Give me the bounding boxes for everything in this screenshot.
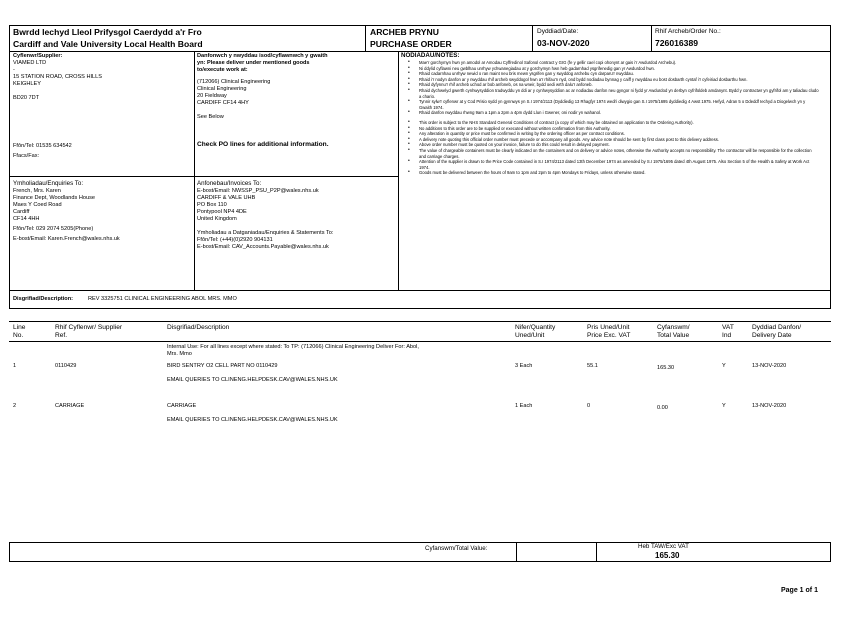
line-total: 165.30: [657, 365, 675, 371]
notes-label: NODIADAU/NOTES:: [401, 52, 460, 59]
unit-price: 55.1: [587, 363, 598, 369]
delivery-date: 13-NOV-2020: [752, 403, 787, 409]
table-header-rule: [9, 341, 831, 342]
order-number: 726016389: [655, 38, 699, 48]
line-number: 2: [13, 403, 17, 409]
col-header-unit-price: Pris Uned/Unit: [587, 324, 630, 331]
col-header-vat-ind: Ind: [722, 332, 732, 339]
date-label: Dyddiad/Date:: [537, 28, 579, 35]
address-line: -: [13, 67, 15, 73]
col-header-supplier-ref: Rhif Cyflenwr/ Supplier: [55, 324, 123, 331]
supplier-label: Cyflenwr/Supplier:: [13, 53, 63, 59]
divider: [9, 176, 398, 177]
enquiries-label: Ymholiadau/Enquiries To:: [13, 180, 84, 187]
invoice-line: Pontypool NP4 4DE: [197, 209, 247, 215]
item-email: EMAIL QUERIES TO CLINENG.HELPDESK.CAV@WALES.NHS.UK: [167, 417, 338, 423]
note-item: • This order is subject to the NHS Standard General Conditions of contract (a copy of which may be obtained on application to the Ordering Authority).: [401, 120, 819, 126]
internal-use-note-cont: Mrs. Mmo: [167, 351, 192, 357]
enquiry-line: Maes Y Coed Road: [13, 202, 62, 208]
delivery-heading-line: to/execute work at:: [197, 67, 248, 73]
delivery-check-text: Check PO lines for additional information.: [197, 141, 329, 148]
enquiry-line: CF14 4HH: [13, 216, 40, 222]
enquiry-line: Cardiff: [13, 209, 30, 215]
note-item: • The value of chargeable containers must be clearly indicated on the containers and on delivery or advice notes, otherwise the Authority accepts no responsibility. The contractor will be responsible for the collection and carriage charges.: [401, 148, 819, 159]
note-item: • Rhaid dychwelyd gwerth cynhwysyddion tradwyddu yn ddi ar y cynhwysyddion ac ar nodiadau danfon neu gyngor ni fydd yr Awdurdod yn derbyn cyfrifoldeb amdanynt. Bydd y contractwr yn gyfrifol am y taliadau cludo a chario.: [401, 88, 819, 99]
description-label: Disgrifiad/Description:: [13, 296, 73, 302]
delivery-date: 13-NOV-2020: [752, 363, 787, 369]
col-header-delivery-date-sub: Delivery Date: [752, 332, 792, 339]
table-header: [0, 324, 842, 340]
col-header-description: Disgrifiad/Description: [167, 324, 230, 331]
address-line: 20 Fieldway: [197, 93, 227, 99]
order-date: 03-NOV-2020: [537, 38, 590, 48]
note-item: • Mae'r gorchymyn hwn yn amodol ar Amodau Cyffredinol Safonol contract y GIG (fe y gellir cael copi ohonynt ar gais i'r Awdurdod Archebu).: [401, 60, 819, 66]
col-header-line: Line: [13, 324, 26, 331]
order-number-label: Rhif Archeb/Order No.:: [655, 28, 721, 35]
line-number: 1: [13, 363, 17, 369]
note-item: • Rhaid dyfynnu'r rhif archeb uchod ar bob anfoneb, os na wneir, bydd oedi wrth dalu'r anfoneb.: [401, 82, 819, 88]
table-top-rule: [9, 321, 831, 322]
col-header-vat: VAT: [722, 324, 734, 331]
col-header-price-exc-vat: Price Exc. VAT: [587, 332, 631, 339]
delivery-heading-line: yn: Please deliver under mentioned goods: [197, 60, 310, 66]
col-header-total: Cyfanswm/: [657, 324, 690, 331]
internal-use-note: Internal Use: For all lines except where stated: To TP: (712066) Clinical Engineering Deliver For: Abol,: [167, 344, 419, 350]
item-description: CARRIAGE: [167, 403, 197, 409]
org-name-english: Cardiff and Vale University Local Health Board: [13, 39, 203, 49]
notes-list: [401, 60, 819, 176]
vat-indicator: Y: [722, 363, 726, 369]
enquiry-line: Finance Dept, Woodlands House: [13, 195, 95, 201]
enquiries-details: [13, 188, 120, 243]
col-header-supplier-ref-sub: Ref.: [55, 332, 68, 339]
delivery-heading-line: Danfonwch y nwyddau isod/cyflawnwch y gwaith: [197, 53, 328, 59]
invoice-line: United Kingdom: [197, 216, 237, 222]
unit-price: 0: [587, 403, 591, 409]
divider: [398, 51, 399, 290]
col-header-line-sub: No.: [13, 332, 24, 339]
page-number: Page 1 of 1: [781, 587, 818, 594]
divider: [651, 25, 652, 51]
address-line: [197, 107, 270, 114]
address-line: 15 STATION ROAD, CROSS HILLS: [13, 74, 103, 80]
address-line: CARDIFF CF14 4HY: [197, 100, 249, 106]
divider: [194, 51, 195, 290]
note-item: • Ni ddylid cyflawni neu gwblhau unrhyw ychwanegiadau at y gorchymyn hwn heb gadarnhad ysgrifenedig gan yr Awdurdod hwn.: [401, 66, 819, 72]
invoices-details: [197, 188, 333, 251]
vat-indicator: Y: [722, 403, 726, 409]
invoice-line: Ymholiadau a Datganiadau/Enquiries & Statements To:: [197, 230, 334, 236]
delivery-heading: [197, 53, 328, 74]
col-header-total-value: Total Value: [657, 332, 690, 339]
grand-total: 165.30: [655, 551, 680, 560]
enquiry-line: Ffôn/Tel: 029 2074 5205(Phone): [13, 226, 94, 232]
supplier-ref: 0110429: [55, 363, 77, 369]
invoices-label: Anfonebau/Invoices To:: [197, 180, 262, 187]
quantity: 1 Each: [515, 403, 533, 409]
total-vat-label: Heb TAW/Exc VAT: [638, 543, 689, 550]
invoice-line: PO Box 110: [197, 202, 227, 208]
note-item: • Tynnir sylw'r cyflenwr at y Cod Prisio sydd yn gynnwys yn S.I 1974/2113 (Dyddiedig 13 Rhagfyr 1974 wedi'i diwygio gan S.I 1975/1695 dyddiedig 4 Awst 1975. Hefyd, Adran 5 o Ddeddf Iechyd a Diogelwch yn y Gwaith 1974.: [401, 99, 819, 110]
supplier-phone: Ffôn/Tel: 01535 634542: [13, 143, 72, 149]
divider: [365, 25, 366, 51]
doc-title-english: PURCHASE ORDER: [370, 39, 452, 49]
item-description: BIRD SENTRY O2 CELL PART NO 0110429: [167, 363, 278, 369]
col-header-delivery-date: Dyddiad Danfon/: [752, 324, 802, 331]
invoice-line: Ffôn/Tel: (+44)(0)2920 904131: [197, 237, 273, 243]
divider: [596, 542, 597, 562]
note-item: • Rhaid danfon nwyddau rhwng 9am a 1pm a 2pm a 4pm dydd Llun i Gwener, oni nodir yn wahanol.: [401, 110, 819, 116]
note-item: • Any alteration in quantity or price must be confirmed in writing by the ordering officer as per contract conditions.: [401, 131, 819, 137]
supplier-fax: Ffacs/Fax:: [13, 153, 40, 159]
invoice-line: CARDIFF & VALE UHB: [197, 195, 256, 201]
divider: [516, 542, 517, 562]
divider: [532, 25, 533, 51]
enquiry-email: E-bost/Email: Karen.French@wales.nhs.uk: [13, 236, 120, 242]
note-item: • Rhaid cadarnhau unrhyw newid o ran maint neu bris mewn ysgrifen gan y swyddog archebu cyn darparu'r nwyddau.: [401, 71, 819, 77]
note-item: • A delivery note quoting this official order number must precede or accompany all goods. Any advice note should be sent by first class post to this delivery address.: [401, 137, 819, 143]
doc-title-welsh: ARCHEB PRYNU: [370, 27, 439, 37]
table-row: [0, 403, 842, 431]
supplier-ref: CARRIAGE: [55, 403, 85, 409]
note-item: • Attention of the supplier is drawn to the Price Code contained in S.I 1974/2113 dated 13th December 1974 as amended by S.I 1975/1695 dated 4th August 1975. Also Section 5 of the Health & Safety at Work Act 1974.: [401, 159, 819, 170]
address-line: Clinical Engineering: [197, 86, 247, 92]
invoice-line: E-bost/Email: NWSSP_PSU_P2P@wales.nhs.uk: [197, 188, 319, 194]
col-header-unit: Uned/Unit: [515, 332, 545, 339]
item-email: EMAIL QUERIES TO CLINENG.HELPDESK.CAV@WALES.NHS.UK: [167, 377, 338, 383]
invoice-line: [197, 223, 333, 230]
quantity: 3 Each: [515, 363, 533, 369]
invoice-line: E-bost/Email: CAV_Accounts.Payable@wales.nhs.uk: [197, 244, 329, 250]
totals-box: [9, 542, 831, 562]
address-line: VIAMED LTD: [13, 60, 47, 66]
table-row: [0, 363, 842, 391]
total-value-label: Cyfanswm/Total Value:: [425, 545, 488, 552]
delivery-address: [197, 79, 270, 121]
line-total: 0.00: [657, 405, 668, 411]
address-line: BD20 7DT: [13, 95, 40, 101]
org-name-welsh: Bwrdd Iechyd Lleol Prifysgol Caerdydd a'r Fro: [13, 27, 202, 37]
address-line: (712066) Clinical Engineering: [197, 79, 271, 85]
note-item: • Rhaid i'r nodyn danfon ar y nwyddau rhif archeb swyddogol hwn a'r rhifau'n nyd, ond bydd nodiadau bynnag y caiff y nwyddau eu bost dosbarth cyntaf i'r cyfeiriad dosbarthu hwn.: [401, 77, 819, 83]
note-item: • Goods must be delivered between the hours of 9am to 1pm and 2pm to 4pm Mondays to Fridays, unless otherwise stated.: [401, 170, 819, 176]
col-header-quantity: Nifer/Quantity: [515, 324, 556, 331]
description-value: REV 3325751 CLINICAL ENGINEERING ABOL MRS. MMO: [88, 296, 237, 302]
address-line: See Below: [197, 114, 224, 120]
divider: [9, 290, 831, 291]
supplier-address: [13, 60, 102, 102]
enquiry-line: French, Mrs. Karen: [13, 188, 61, 194]
address-line: KEIGHLEY: [13, 81, 41, 87]
note-item: • Above order number must be quoted on your invoice, failure to do this could result in delayed payment.: [401, 142, 819, 148]
address-line: [13, 88, 102, 95]
note-item: • No additions to this order are to be supplied or executed without written confirmation from this Authority.: [401, 126, 819, 132]
